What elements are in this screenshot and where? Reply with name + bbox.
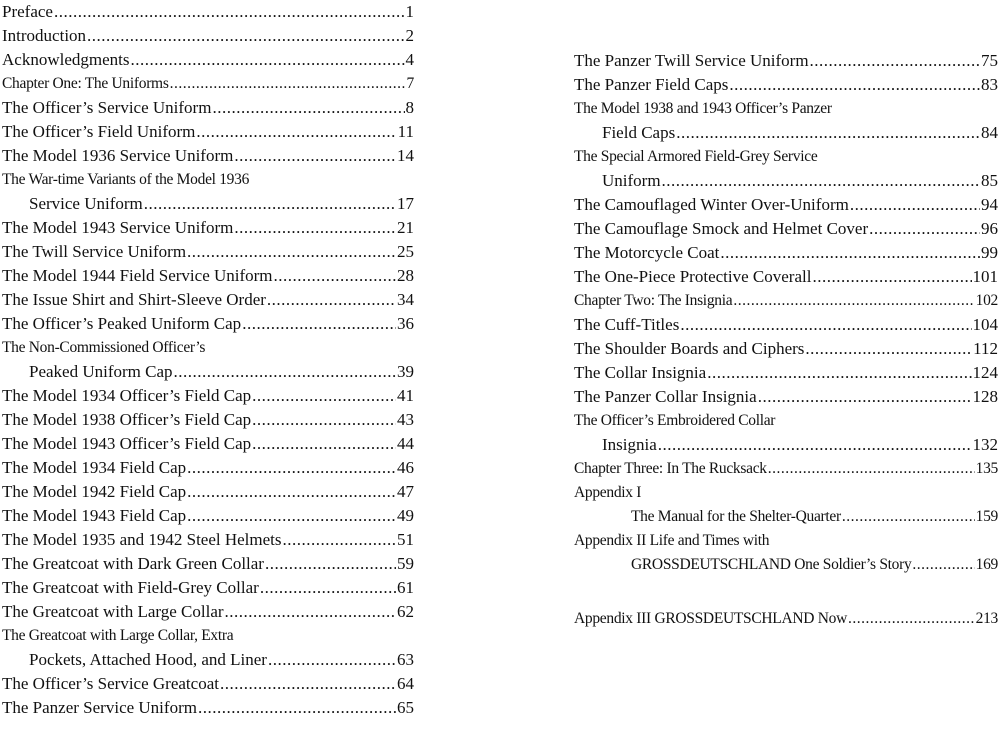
toc-entry (2, 120, 414, 144)
toc-entry (2, 216, 414, 240)
toc-entry (574, 121, 998, 145)
toc-entry (574, 265, 998, 289)
toc-entry (2, 384, 414, 408)
toc-entry-title: Insignia (602, 435, 657, 454)
toc-entry (2, 696, 414, 720)
toc-entry-title: GROSSDEUTSCHLAND One Soldier’s Story (631, 556, 912, 573)
toc-entry-page: 1 (405, 2, 414, 21)
toc-entry (574, 505, 998, 529)
toc-entry-title: The Manual for the Shelter-Quarter (631, 508, 841, 525)
toc-entry-title: The Special Armored Field-Grey Service (574, 148, 818, 165)
toc-entry (2, 360, 414, 384)
toc-right-column (574, 49, 998, 631)
spacer (574, 577, 998, 607)
toc-entry-page: 83 (981, 75, 998, 94)
toc-entry (2, 96, 414, 120)
toc-entry-page: 4 (405, 50, 414, 69)
toc-entry-heading (574, 409, 998, 433)
toc-entry-page: 34 (397, 290, 414, 309)
toc-entry (574, 337, 998, 361)
toc-entry-page: 104 (972, 315, 998, 334)
toc-entry-page: 39 (397, 362, 414, 381)
toc-entry (2, 528, 414, 552)
toc-entry-title: The Greatcoat with Field-Grey Collar (2, 578, 259, 597)
toc-entry-heading (2, 336, 414, 360)
toc-entry-title: The Greatcoat with Large Collar (2, 602, 224, 621)
toc-entry-page: 124 (972, 363, 998, 382)
toc-entry-title: The Officer’s Service Greatcoat (2, 674, 219, 693)
toc-entry-title: Acknowledgments (2, 50, 130, 69)
toc-entry-title: The Cuff-Titles (574, 315, 680, 334)
toc-entry-title: Field Caps (602, 123, 676, 142)
toc-entry-title: The Officer’s Embroidered Collar (574, 412, 776, 429)
toc-entry-page: 17 (397, 194, 414, 213)
toc-entry-page: 102 (975, 292, 998, 309)
toc-entry-page: 132 (972, 435, 998, 454)
toc-entry-title: The Motorcycle Coat (574, 243, 720, 262)
toc-entry-title: The Panzer Collar Insignia (574, 387, 757, 406)
toc-entry-chapter-one (2, 72, 414, 96)
toc-entry (574, 385, 998, 409)
toc-entry-page: 75 (981, 51, 998, 70)
toc-entry-page: 44 (397, 434, 414, 453)
toc-entry-heading (574, 529, 998, 553)
toc-entry (574, 361, 998, 385)
toc-entry-title: The Model 1943 Officer’s Field Cap (2, 434, 252, 453)
toc-entry-title: The Issue Shirt and Shirt-Sleeve Order (2, 290, 266, 309)
toc-entry (2, 432, 414, 456)
toc-entry-page: 7 (406, 75, 414, 92)
toc-entry-page: 85 (981, 171, 998, 190)
toc-entry-page: 63 (397, 650, 414, 669)
toc-entry-title: The Non-Commissioned Officer’s (2, 339, 206, 356)
toc-entry-page: 49 (397, 506, 414, 525)
toc-entry-heading (574, 481, 998, 505)
toc-entry-title: The Model 1938 Officer’s Field Cap (2, 410, 252, 429)
toc-entry-page: 61 (397, 578, 414, 597)
toc-entry (2, 240, 414, 264)
toc-entry-page: 62 (397, 602, 414, 621)
toc-entry-title: The Panzer Field Caps (574, 75, 729, 94)
toc-entry (2, 576, 414, 600)
toc-entry (2, 672, 414, 696)
toc-entry (2, 312, 414, 336)
toc-entry-title: The Panzer Service Uniform (2, 698, 197, 717)
toc-entry-heading (574, 145, 998, 169)
toc-entry-title: Chapter One: The Uniforms (2, 75, 169, 92)
toc-entry-title: The Shoulder Boards and Ciphers (574, 339, 805, 358)
toc-entry-page: 135 (975, 460, 998, 477)
toc-left-column (2, 0, 414, 720)
toc-entry-preface (2, 0, 414, 24)
toc-entry-title: The Collar Insignia (574, 363, 707, 382)
toc-entry (2, 600, 414, 624)
toc-entry (574, 193, 998, 217)
toc-entry-page: 41 (397, 386, 414, 405)
toc-entry-title: Pockets, Attached Hood, and Liner (29, 650, 267, 669)
toc-entry-page: 46 (397, 458, 414, 477)
toc-entry-heading (574, 97, 998, 121)
toc-entry-page: 21 (397, 218, 414, 237)
toc-entry-page: 94 (981, 195, 998, 214)
toc-entry (2, 648, 414, 672)
toc-entry (2, 288, 414, 312)
toc-entry (574, 241, 998, 265)
toc-entry-title: The War-time Variants of the Model 1936 (2, 171, 250, 188)
toc-entry-page: 101 (972, 267, 998, 286)
toc-entry-title: Appendix I (574, 484, 642, 501)
toc-entry (574, 607, 998, 631)
toc-entry-acknowledgments (2, 48, 414, 72)
toc-entry-chapter-two (574, 289, 998, 313)
toc-entry-page: 65 (397, 698, 414, 717)
toc-entry-title: The Model 1935 and 1942 Steel Helmets (2, 530, 282, 549)
toc-entry-page: 14 (397, 146, 414, 165)
toc-entry-page: 128 (972, 387, 998, 406)
toc-entry (574, 433, 998, 457)
toc-entry-title: The Greatcoat with Large Collar, Extra (2, 627, 234, 644)
toc-entry-page: 36 (397, 314, 414, 333)
toc-entry-title: The Model 1938 and 1943 Officer’s Panzer (574, 100, 832, 117)
toc-entry-title: The Model 1934 Officer’s Field Cap (2, 386, 252, 405)
toc-entry-page: 47 (397, 482, 414, 501)
toc-entry-page: 64 (397, 674, 414, 693)
toc-entry-heading (2, 168, 414, 192)
toc-entry (2, 504, 414, 528)
toc-entry-page: 169 (975, 556, 998, 573)
toc-entry-title: The One-Piece Protective Coverall (574, 267, 812, 286)
toc-entry-page: 2 (405, 26, 414, 45)
toc-entry (574, 49, 998, 73)
toc-entry-title: Peaked Uniform Cap (29, 362, 173, 381)
toc-entry (574, 169, 998, 193)
toc-entry-title: The Officer’s Service Uniform (2, 98, 212, 117)
toc-entry-title: The Officer’s Peaked Uniform Cap (2, 314, 242, 333)
toc-entry (2, 264, 414, 288)
toc-entry (2, 552, 414, 576)
toc-entry-page: 8 (405, 98, 414, 117)
toc-entry-page: 51 (397, 530, 414, 549)
toc-entry-page: 159 (975, 508, 998, 525)
toc-entry-title: Introduction (2, 26, 87, 45)
toc-entry (2, 144, 414, 168)
toc-entry-title: The Model 1942 Field Cap (2, 482, 187, 501)
toc-entry-title: The Model 1943 Service Uniform (2, 218, 234, 237)
toc-entry-title: The Twill Service Uniform (2, 242, 187, 261)
toc-entry-page: 43 (397, 410, 414, 429)
toc-entry-title: The Camouflaged Winter Over-Uniform (574, 195, 849, 214)
toc-entry-page: 59 (397, 554, 414, 573)
toc-entry-title: Appendix III GROSSDEUTSCHLAND Now (574, 610, 847, 627)
toc-entry-title: The Model 1934 Field Cap (2, 458, 187, 477)
toc-entry (2, 408, 414, 432)
toc-entry-introduction (2, 24, 414, 48)
toc-entry-heading (2, 624, 414, 648)
toc-entry-page: 96 (981, 219, 998, 238)
toc-entry-title: The Camouflage Smock and Helmet Cover (574, 219, 869, 238)
toc-entry-title: The Model 1943 Field Cap (2, 506, 187, 525)
toc-entry-page: 28 (397, 266, 414, 285)
toc-entry-title: The Model 1936 Service Uniform (2, 146, 234, 165)
toc-entry-title: The Model 1944 Field Service Uniform (2, 266, 273, 285)
toc-entry-page: 11 (397, 122, 414, 141)
toc-entry-title: Service Uniform (29, 194, 143, 213)
toc-entry-page: 25 (397, 242, 414, 261)
toc-entry-page: 84 (981, 123, 998, 142)
toc-entry (574, 313, 998, 337)
toc-entry (574, 553, 998, 577)
toc-entry-page: 213 (975, 610, 998, 627)
toc-entry (574, 217, 998, 241)
toc-entry-page: 112 (973, 339, 998, 358)
toc-entry-chapter-three (574, 457, 998, 481)
toc-entry-title: The Officer’s Field Uniform (2, 122, 196, 141)
toc-entry (574, 73, 998, 97)
toc-entry-title: Appendix II Life and Times with (574, 532, 770, 549)
toc-entry-title: Chapter Two: The Insignia (574, 292, 733, 309)
toc-entry-title: The Panzer Twill Service Uniform (574, 51, 809, 70)
toc-entry-title: The Greatcoat with Dark Green Collar (2, 554, 264, 573)
toc-entry (2, 480, 414, 504)
toc-entry-title: Preface (2, 2, 53, 21)
toc-entry-page: 99 (981, 243, 998, 262)
toc-entry-title: Uniform (602, 171, 661, 190)
toc-entry (2, 192, 414, 216)
toc-entry-title: Chapter Three: In The Rucksack (574, 460, 767, 477)
toc-entry (2, 456, 414, 480)
